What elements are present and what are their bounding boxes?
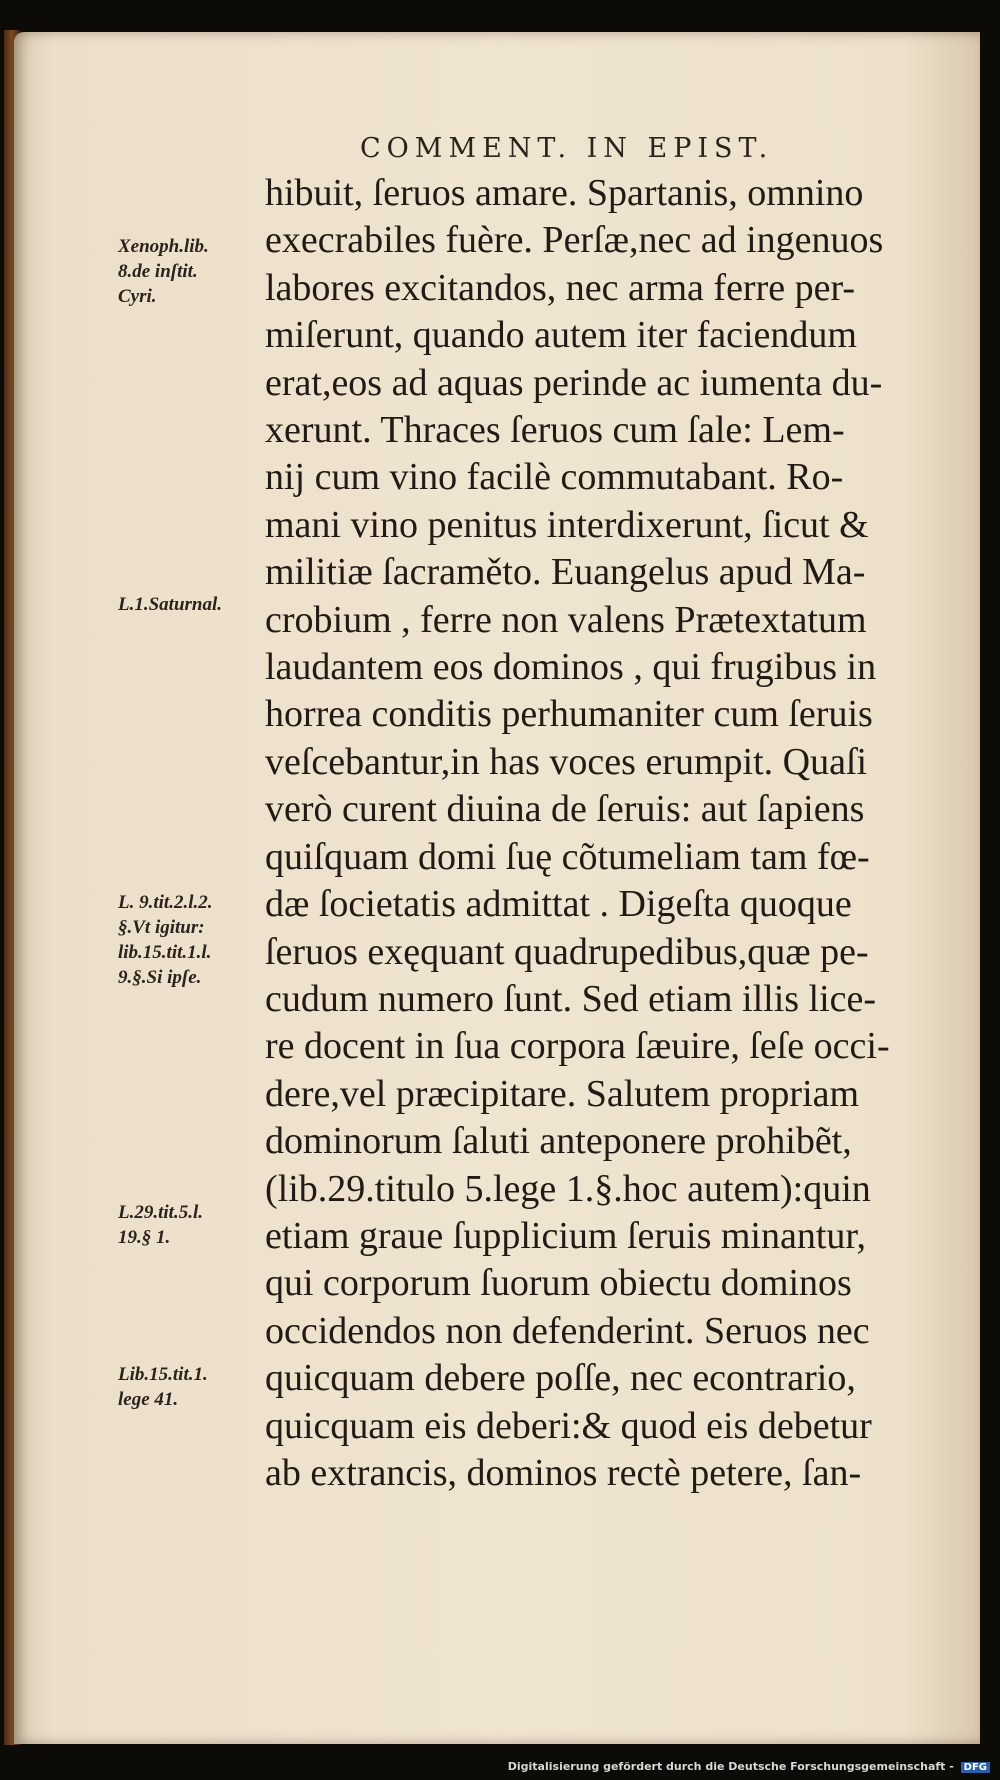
main-text-block [265, 170, 955, 1497]
marginal-note-line: L.29.tit.5.l. [118, 1202, 203, 1223]
text-line: veſcebantur,in has voces erumpit. Quaſi [265, 740, 868, 783]
text-line: dominorum ſaluti anteponere prohibẽt, [265, 1120, 852, 1163]
text-line: ſeruos exęquant quadrupedibus,quæ pe- [265, 930, 869, 973]
marginal-note-lib29 [118, 1200, 203, 1250]
marginal-note-line: 19.§ 1. [118, 1227, 171, 1248]
marginal-note-line: lib.15.tit.1.l. [118, 942, 212, 963]
dfg-logo: DFG [961, 1762, 990, 1773]
text-line: occidendos non defenderint. Seruos nec [265, 1309, 870, 1352]
text-line: qui corporum ſuorum obiectu dominos [265, 1262, 852, 1305]
text-line: crobium , ferre non valens Prætextatum [265, 598, 867, 641]
marginal-note-digest [118, 890, 212, 990]
text-line: miſerunt, quando autem iter faciendum [265, 314, 857, 357]
marginal-note-saturnalia [118, 592, 222, 617]
text-line: nij cum vino facilè commutabant. Ro- [265, 456, 844, 499]
text-line: labores excitandos, nec arma ferre per- [265, 266, 856, 309]
text-line: xerunt. Thraces ſeruos cum ſale: Lem- [265, 409, 845, 452]
text-line: cudum numero ſunt. Sed etiam illis lice- [265, 977, 877, 1020]
text-line: etiam graue ſupplicium ſeruis minantur, [265, 1214, 867, 1257]
running-head: COMMENT. IN EPIST. [360, 133, 774, 164]
marginal-note-line: Cyri. [118, 286, 157, 307]
text-line: quicquam eis deberi:& quod eis debetur [265, 1404, 872, 1447]
text-line: execrabiles fuère. Perſæ,nec ad ingenuos [265, 219, 884, 262]
text-line: verò curent diuina de ſeruis: aut ſapiens [265, 788, 865, 831]
digitization-credit [508, 1760, 990, 1773]
marginal-note-line: lege 41. [118, 1389, 179, 1410]
marginal-note-line: L. 9.tit.2.l.2. [118, 892, 213, 913]
marginal-note-line: 9.§.Si ipſe. [118, 967, 202, 988]
text-line: militiæ ſacraměto. Euangelus apud Ma- [265, 551, 866, 594]
marginal-note-line: 8.de inſtit. [118, 261, 198, 282]
text-line: (lib.29.titulo 5.lege 1.§.hoc autem):quin [265, 1167, 871, 1210]
marginal-note-xenophon [118, 234, 209, 309]
text-line: dere,vel præcipitare. Salutem propriam [265, 1072, 860, 1115]
marginal-note-line: Lib.15.tit.1. [118, 1364, 208, 1385]
text-line: horrea conditis perhumaniter cum ſeruis [265, 693, 873, 736]
text-line: laudantem eos dominos , qui frugibus in [265, 646, 877, 689]
marginal-note-line: L.1.Saturnal. [118, 594, 223, 615]
marginal-note-line: §.Vt igitur: [118, 917, 205, 938]
text-line: mani vino penitus interdixerunt, ſicut & [265, 503, 869, 546]
marginal-note-lib15 [118, 1362, 208, 1412]
text-line: quicquam debere poſſe, nec econtrario, [265, 1357, 856, 1400]
text-line: quiſquam domi ſuę cõtumeliam tam fœ- [265, 835, 870, 878]
marginal-note-line: Xenoph.lib. [118, 236, 209, 257]
text-line: dæ ſocietatis admittat . Digeſta quoque [265, 883, 852, 926]
text-line: erat,eos ad aquas perinde ac iumenta du- [265, 361, 883, 404]
credit-text: Digitalisierung gefördert durch die Deutsche Forschungsgemeinschaft - [507, 1760, 954, 1773]
text-line: re docent in ſua corpora ſæuire, ſeſe occi- [265, 1025, 890, 1068]
text-line: hibuit, ſeruos amare. Spartanis, omnino [265, 172, 864, 214]
text-line: ab extrancis, dominos rectè petere, ſan- [265, 1451, 862, 1494]
